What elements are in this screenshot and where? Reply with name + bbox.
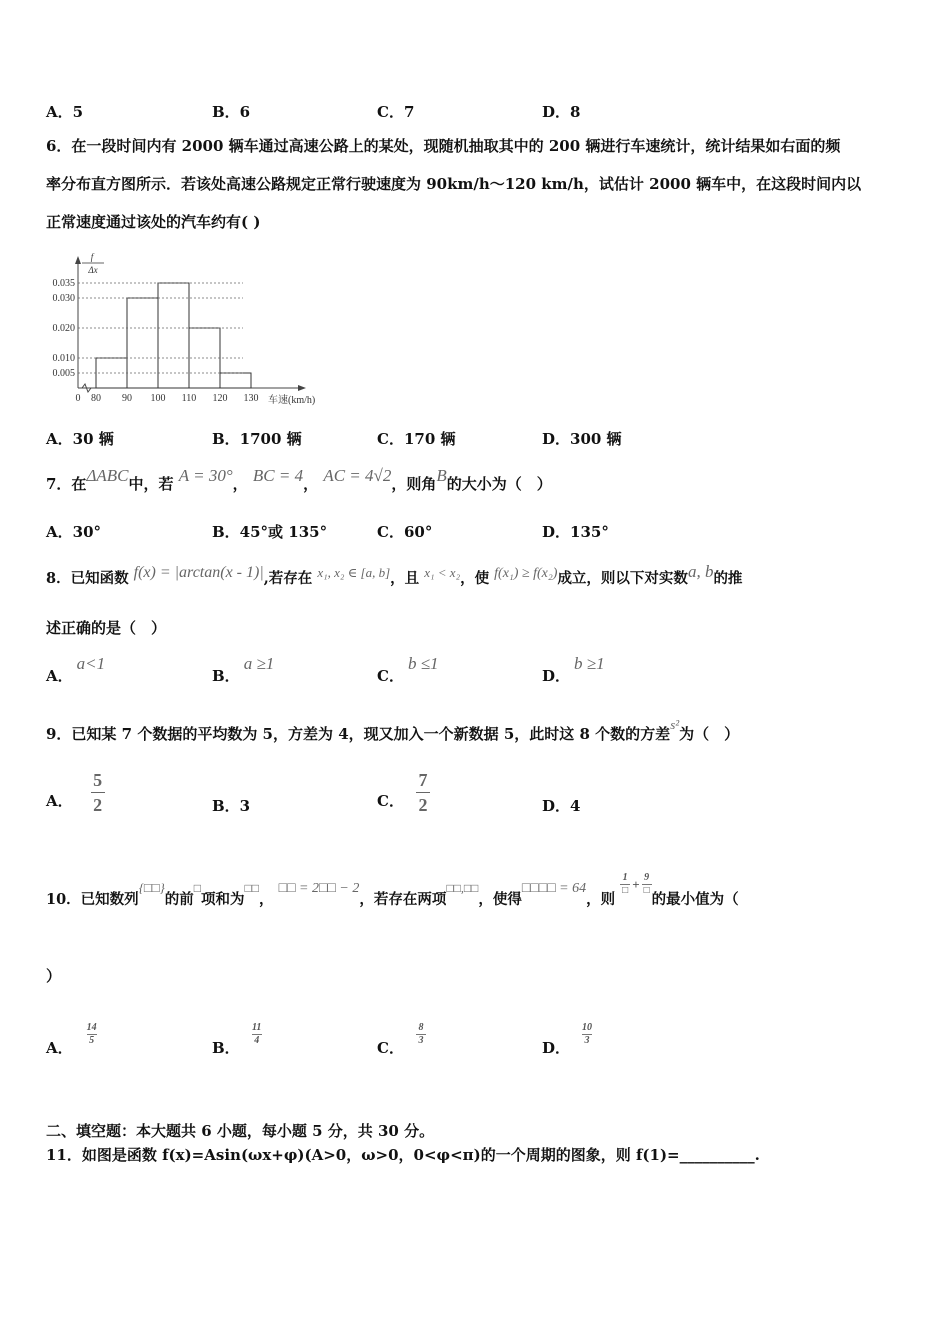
q6-line3: 正常速度通过该处的汽车约有( ) (46, 213, 261, 231)
q10-seq: {□□} (138, 880, 165, 895)
q10-frac1-den: □ (622, 885, 629, 896)
q10-frac2-den: □ (643, 885, 650, 896)
q10-frac2-num: 9 (644, 872, 650, 883)
q10-c-label: C． (377, 1039, 404, 1057)
q7-option-d: D．135° (542, 523, 609, 541)
q9-a-fraction (91, 770, 105, 815)
q7-text: 中，若 (128, 475, 174, 493)
q10-eq: □□ = 2□□ − 2 (278, 881, 360, 896)
x-tick-label: 100 (150, 393, 166, 404)
q7-text2: ，则角 (391, 475, 437, 493)
q7-prefix: 7．在 (46, 475, 87, 493)
q8-c-label: C． (377, 667, 404, 685)
histogram-bar (158, 283, 189, 388)
x-tick-label: 120 (212, 393, 228, 404)
q10-b-num: 11 (251, 1022, 262, 1033)
q9-option-c (377, 770, 430, 815)
q6-option-b: B．1700 辆 (212, 430, 302, 448)
q8-a-expr: a<1 (76, 654, 106, 673)
q7-stem: 7．在ΔABC中，若 A = 30°， BC = 4， AC = 4√2，则角B的大小为（ ） (46, 466, 552, 493)
q10-line2: ） (46, 967, 62, 985)
q5-option-a: A．5 (46, 103, 84, 121)
q8-text2: ，且 (390, 570, 420, 587)
x-axis-arrow (298, 385, 306, 391)
q10-option-c (377, 1010, 426, 1060)
q6-option-c: C．170 辆 (377, 430, 456, 448)
q9-a-num: 5 (93, 770, 103, 790)
q9-c-fraction (416, 770, 430, 815)
q8-c-expr: b ≤1 (407, 654, 439, 673)
q10-text5: ，则 (586, 891, 616, 908)
x-tick-label: 0 (75, 393, 81, 404)
q10-d-fraction (582, 1023, 592, 1046)
q10-c-fraction (416, 1023, 426, 1046)
q10-text6: 的最小值为（ (651, 891, 739, 908)
q7-eq-bc: BC = 4 (252, 466, 304, 485)
q10-option-a (46, 1010, 97, 1060)
q6-line2: 率分布直方图所示．若该处高速公路规定正常行驶速度为 90km/h～120 km/h，试估计 2000 辆车中，在这段时间内以 (46, 175, 862, 193)
q8-option-d (542, 654, 605, 688)
q10-d-num: 10 (582, 1022, 593, 1033)
q8-ineq2: f(x₁) ≥ f(x₂) (494, 566, 558, 581)
q8-ab: a, b (687, 562, 714, 581)
x-axis-label: 车速(km/h) (268, 395, 316, 406)
x-tick-label: 130 (243, 393, 259, 404)
q10-expression (620, 873, 651, 897)
q10-text4: ，使得 (478, 891, 522, 908)
q8-text5: 的推 (713, 570, 743, 587)
q9-variance: s² (670, 717, 680, 732)
q9-c-num: 7 (418, 770, 428, 790)
q9-a-den: 2 (93, 795, 103, 815)
q10-text3: ，若存在两项 (359, 891, 447, 908)
y-tick-label: 0.020 (52, 323, 75, 334)
q6-option-a: A．30 辆 (46, 430, 114, 448)
q7-triangle: ΔABC (86, 466, 129, 485)
q10-n: □ (193, 881, 202, 895)
q5-option-b: B．6 (212, 103, 251, 121)
q11-stem: 11．如图是函数 f(x)=Asin(ωx+φ)(A>0，ω>0，0<φ<π)的一个周期的图象，则 f(1)=__________. (46, 1146, 760, 1164)
q10-prefix: 10．已知数列 (46, 891, 139, 908)
q5-option-d: D．8 (542, 103, 581, 121)
y-tick-label: 0.030 (52, 293, 75, 304)
q8-set: x₁, x₂ ∈ [a, b] (317, 565, 391, 580)
histogram-bar (220, 373, 251, 388)
q8-option-c (377, 654, 439, 688)
q10-frac2 (642, 873, 652, 896)
q8-option-a (46, 654, 106, 688)
q10-a-num: 14 (86, 1022, 97, 1033)
q10-d-den: 3 (584, 1035, 590, 1046)
q7-option-a: A．30° (46, 523, 102, 541)
q9-c-label: C． (377, 791, 404, 810)
q10-stem: 10．已知数列{□□}的前□项和为□□， □□ = 2□□ − 2，若存在两项□□,□□，使得□□□□ = 64，则 1 □ + 9 □ 的最小值为（ (46, 872, 739, 908)
histogram-plot (53, 252, 316, 406)
y-axis-arrow (75, 256, 81, 264)
q9-suffix: 为（ ） (679, 725, 740, 743)
q8-function: f(x) = |arctan(x - 1)| (133, 564, 264, 581)
q6-line1: 6．在一段时间内有 2000 辆车通过高速公路上的某处，现随机抽取其中的 200 辆进行车速统计，统计结果如右面的频 (46, 137, 841, 155)
q10-plus: + (632, 876, 640, 892)
q8-ineq: x₁ < x₂ (424, 565, 461, 580)
q10-text2: 项和为 (201, 891, 245, 908)
q10-b-den: 4 (254, 1035, 260, 1046)
y-tick-label: 0.035 (52, 278, 75, 289)
q8-d-expr: b ≥1 (574, 654, 605, 673)
q9-option-a (46, 770, 105, 815)
q8-stem (46, 562, 743, 592)
q10-b-label: B． (212, 1039, 240, 1057)
q6-option-d: D．300 辆 (542, 430, 622, 448)
q7-option-c: C．60° (377, 523, 433, 541)
y-tick-label: 0.005 (52, 368, 75, 379)
q9-text: 9．已知某 7 个数据的平均数为 5，方差为 4，现又加入一个新数据 5，此时这 8 个数的方差 (46, 725, 671, 743)
q10-frac1-num: 1 (622, 872, 628, 883)
q10-text1: 的前 (164, 891, 194, 908)
q5-option-c: C．7 (377, 103, 415, 121)
q7-angle: B (436, 466, 447, 485)
q10-option-b (212, 1010, 262, 1060)
q9-option-b: B．3 (212, 797, 251, 815)
q7-option-b: B．45°或 135° (212, 523, 328, 541)
q8-prefix: 8．已知函数 (46, 570, 129, 587)
y-label-num: f (90, 252, 94, 262)
q7-suffix: 的大小为（ ） (446, 475, 552, 493)
frequency-histogram (40, 250, 340, 410)
q8-b-expr: a ≥1 (243, 654, 275, 673)
q8-text4: 成立，则以下对实数 (557, 570, 688, 587)
q10-a-fraction (87, 1023, 97, 1046)
q10-sn: □□ (244, 881, 260, 895)
q8-a-label: A． (46, 667, 73, 685)
q10-a-label: A． (46, 1039, 73, 1057)
q10-frac1 (620, 873, 630, 896)
q10-c-num: 8 (418, 1022, 424, 1033)
q8-option-b (212, 654, 275, 688)
section-two-heading: 二、填空题：本大题共 6 小题，每小题 5 分，共 30 分。 (46, 1122, 435, 1140)
q10-c-den: 3 (418, 1035, 424, 1046)
q7-eq-ac: AC = 4√2 (323, 466, 392, 485)
q10-terms: □□,□□ (446, 881, 479, 895)
q10-d-label: D． (542, 1039, 571, 1057)
q10-a-den: 5 (89, 1035, 95, 1046)
x-tick-label: 110 (181, 393, 197, 404)
x-tick-label: 80 (91, 393, 101, 404)
x-tick-label: 90 (122, 393, 132, 404)
q8-text1: ,若存在 (263, 570, 313, 587)
q10-option-d (542, 1010, 592, 1060)
q7-eq-a: A = 30° (178, 466, 233, 485)
q10-b-fraction (252, 1023, 262, 1046)
q8-text3: ，使 (460, 570, 490, 587)
q9-option-d: D．4 (542, 797, 581, 815)
q8-line2: 述正确的是（ ） (46, 619, 167, 637)
q9-c-den: 2 (418, 795, 428, 815)
q10-prod: □□□□ = 64 (521, 881, 587, 896)
q8-d-label: D． (542, 667, 571, 685)
q9-stem (46, 717, 740, 747)
y-tick-label: 0.010 (52, 353, 75, 364)
q9-a-label: A． (46, 791, 73, 810)
q8-b-label: B． (212, 667, 240, 685)
histogram-bar (127, 298, 158, 388)
y-label-den: Δx (88, 265, 98, 275)
